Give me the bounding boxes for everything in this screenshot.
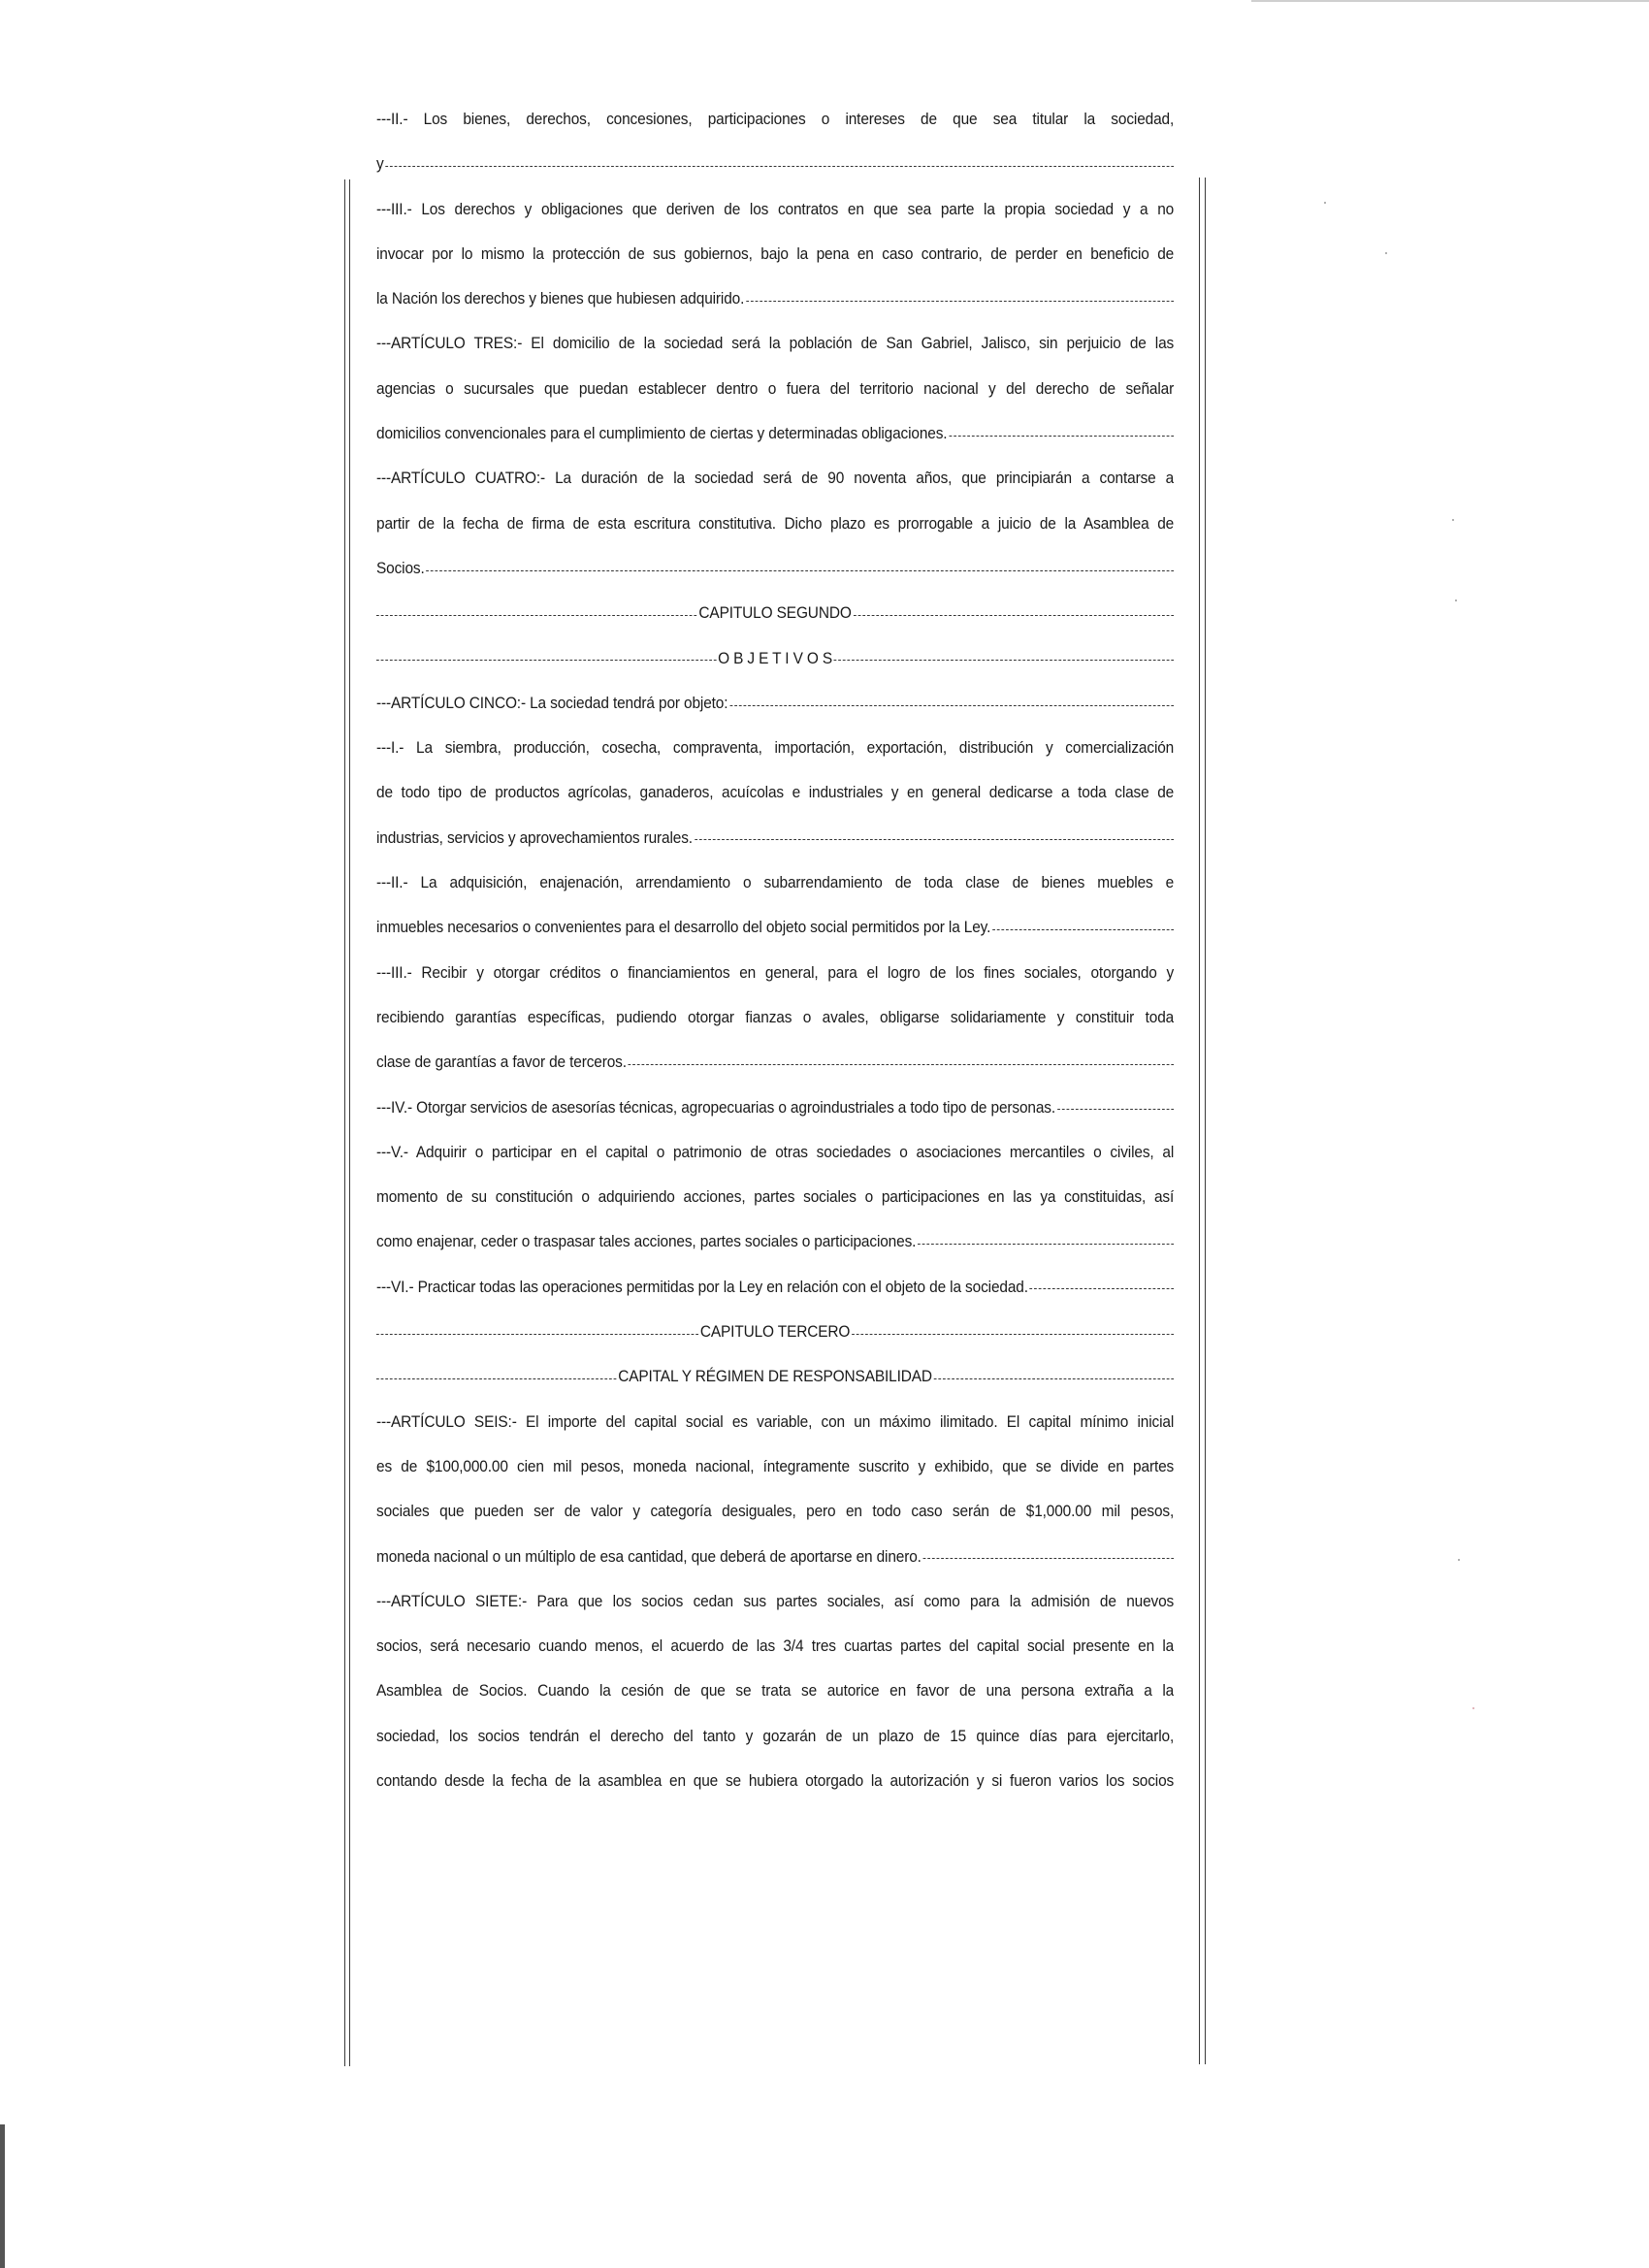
document-body xyxy=(376,97,1174,1803)
line-text: domicilios convencionales para el cumplimiento de ciertas y determinadas obligaciones. xyxy=(376,424,948,443)
scan-edge-line xyxy=(1251,0,1649,2)
line-text: y xyxy=(376,154,384,174)
line-text: industrias, servicios y aprovechamientos rurales. xyxy=(376,827,693,847)
text-line: ---II.- La adquisición, enajenación, arrendamiento o subarrendamiento de toda clase de bienes muebles e xyxy=(376,873,1175,892)
text-line xyxy=(376,1265,1174,1310)
line-text: ---ARTÍCULO CINCO:- La sociedad tendrá por objeto: xyxy=(376,693,728,712)
fill-dashes xyxy=(376,615,697,616)
text-line: ---II.- Los bienes, derechos, concesiones, participaciones o intereses de que sea titular la sociedad, xyxy=(376,110,1175,128)
text-line: ---ARTÍCULO TRES:- El domicilio de la sociedad será la población de San Gabriel, Jalisco, sin perjuicio de las xyxy=(376,334,1175,353)
line-text: ---VI.- Practicar todas las operaciones permitidas por la Ley en relación con el objeto de la sociedad. xyxy=(376,1277,1028,1296)
section-heading: CAPITULO TERCERO xyxy=(699,1322,851,1342)
text-line xyxy=(376,816,1174,860)
line-text: inmuebles necesarios o convenientes para el desarrollo del objeto social permitidos por la Ley. xyxy=(376,918,991,937)
fill-dashes xyxy=(729,705,1174,706)
section-heading: O B J E T I V O S xyxy=(718,648,833,667)
text-line: de todo tipo de productos agrícolas, ganaderos, acuícolas e industriales y en general dedicarse a toda clase de xyxy=(376,783,1175,802)
text-line: ---V.- Adquirir o participar en el capital o patrimonio de otras sociedades o asociaciones mercantiles o civiles, al xyxy=(376,1142,1175,1161)
fill-dashes xyxy=(1057,1109,1174,1110)
scan-speck xyxy=(1324,202,1326,204)
text-line: ---ARTÍCULO CUATRO:- La duración de la sociedad será de 90 noventa años, que principiarán a contarse a xyxy=(376,469,1175,488)
fill-dashes xyxy=(852,1334,1174,1335)
right-margin-rule xyxy=(1205,178,1206,2064)
text-line xyxy=(376,411,1174,456)
text-line: es de $100,000.00 cien mil pesos, moneda nacional, íntegramente suscrito y exhibido, que se divide en partes xyxy=(376,1456,1175,1475)
text-line: socios, será necesario cuando menos, el acuerdo de las 3/4 tres cuartas partes del capital social presente en la xyxy=(376,1636,1175,1656)
fill-dashes xyxy=(376,1378,616,1379)
text-line: invocar por lo mismo la protección de sus gobiernos, bajo la pena en caso contrario, de perder en beneficio de xyxy=(376,243,1175,263)
fill-dashes xyxy=(834,660,1174,661)
line-text: clase de garantías a favor de terceros. xyxy=(376,1053,627,1072)
fill-dashes xyxy=(746,301,1174,302)
text-line: ---III.- Recibir y otorgar créditos o financiamientos en general, para el logro de los fines sociales, otorgando y xyxy=(376,962,1175,982)
text-line xyxy=(376,276,1174,321)
text-line xyxy=(376,1310,1174,1354)
text-line: momento de su constitución o adquiriendo acciones, partes sociales o participaciones en las ya constituidas, así xyxy=(376,1187,1175,1207)
fill-dashes xyxy=(918,1244,1174,1245)
text-line: sociales que pueden ser de valor y categoría desiguales, pero en todo caso serán de $1,000.00 mil pesos, xyxy=(376,1502,1175,1521)
line-text: la Nación los derechos y bienes que hubiesen adquirido. xyxy=(376,289,745,308)
scan-speck xyxy=(1385,252,1387,254)
text-line xyxy=(376,591,1174,635)
text-line: ---III.- Los derechos y obligaciones que deriven de los contratos en que sea parte la propia sociedad y a no xyxy=(376,199,1175,218)
fill-dashes xyxy=(695,839,1174,840)
text-line xyxy=(376,546,1174,591)
scan-speck xyxy=(1472,1707,1474,1709)
text-line xyxy=(376,1354,1174,1399)
text-line: ---ARTÍCULO SIETE:- Para que los socios cedan sus partes sociales, así como para la admisión de nuevos xyxy=(376,1591,1175,1610)
scan-speck xyxy=(1452,519,1454,521)
text-line: recibiendo garantías específicas, pudiendo otorgar fianzas o avales, obligarse solidariamente y constituir toda xyxy=(376,1007,1175,1026)
line-text: como enajenar, ceder o traspasar tales acciones, partes sociales o participaciones. xyxy=(376,1232,917,1251)
fill-dashes xyxy=(1030,1288,1174,1289)
fill-dashes xyxy=(992,929,1174,930)
scan-speck xyxy=(1455,599,1457,601)
fill-dashes xyxy=(923,1558,1174,1559)
fill-dashes xyxy=(376,1334,698,1335)
fill-dashes xyxy=(385,166,1174,167)
text-line: sociedad, los socios tendrán el derecho del tanto y gozarán de un plazo de 15 quince días para ejercitarlo, xyxy=(376,1726,1175,1745)
text-line xyxy=(376,142,1174,186)
text-line: ---I.- La siembra, producción, cosecha, compraventa, importación, exportación, distribución y comercialización xyxy=(376,738,1175,758)
section-heading: CAPITAL Y RÉGIMEN DE RESPONSABILIDAD xyxy=(618,1367,932,1386)
fill-dashes xyxy=(426,570,1174,571)
text-line xyxy=(376,905,1174,950)
left-margin-rule-inner xyxy=(349,179,350,2066)
line-text: ---IV.- Otorgar servicios de asesorías técnicas, agropecuarias o agroindustriales a todo tipo de personas. xyxy=(376,1097,1056,1117)
text-line: contando desde la fecha de la asamblea en que se hubiera otorgado la autorización y si fueron varios los socios xyxy=(376,1770,1175,1790)
fill-dashes xyxy=(629,1064,1174,1065)
line-text: Socios. xyxy=(376,558,425,577)
left-margin-rule xyxy=(344,179,345,2066)
text-line xyxy=(376,636,1174,681)
text-line: agencias o sucursales que puedan establecer dentro o fuera del territorio nacional y del derecho de señalar xyxy=(376,378,1175,398)
scan-edge-mark xyxy=(0,2124,5,2268)
fill-dashes xyxy=(949,436,1174,437)
text-line xyxy=(376,681,1174,726)
text-line: Asamblea de Socios. Cuando la cesión de que se trata se autorice en favor de una persona extraña a la xyxy=(376,1681,1175,1701)
text-line xyxy=(376,1219,1174,1264)
text-line: partir de la fecha de firma de esta escritura constitutiva. Dicho plazo es prorrogable a juicio de la Asamblea de xyxy=(376,513,1175,533)
text-line: ---ARTÍCULO SEIS:- El importe del capital social es variable, con un máximo ilimitado. El capital mínimo inicial xyxy=(376,1411,1175,1431)
text-line xyxy=(376,1085,1174,1130)
section-heading: CAPITULO SEGUNDO xyxy=(698,603,852,623)
right-margin-rule-inner xyxy=(1199,178,1200,2064)
fill-dashes xyxy=(854,615,1175,616)
line-text: moneda nacional o un múltiplo de esa cantidad, que deberá de aportarse en dinero. xyxy=(376,1546,922,1566)
text-line xyxy=(376,1535,1174,1579)
scan-speck xyxy=(1458,1559,1460,1561)
fill-dashes xyxy=(934,1378,1174,1379)
text-line xyxy=(376,1040,1174,1085)
fill-dashes xyxy=(376,660,716,661)
